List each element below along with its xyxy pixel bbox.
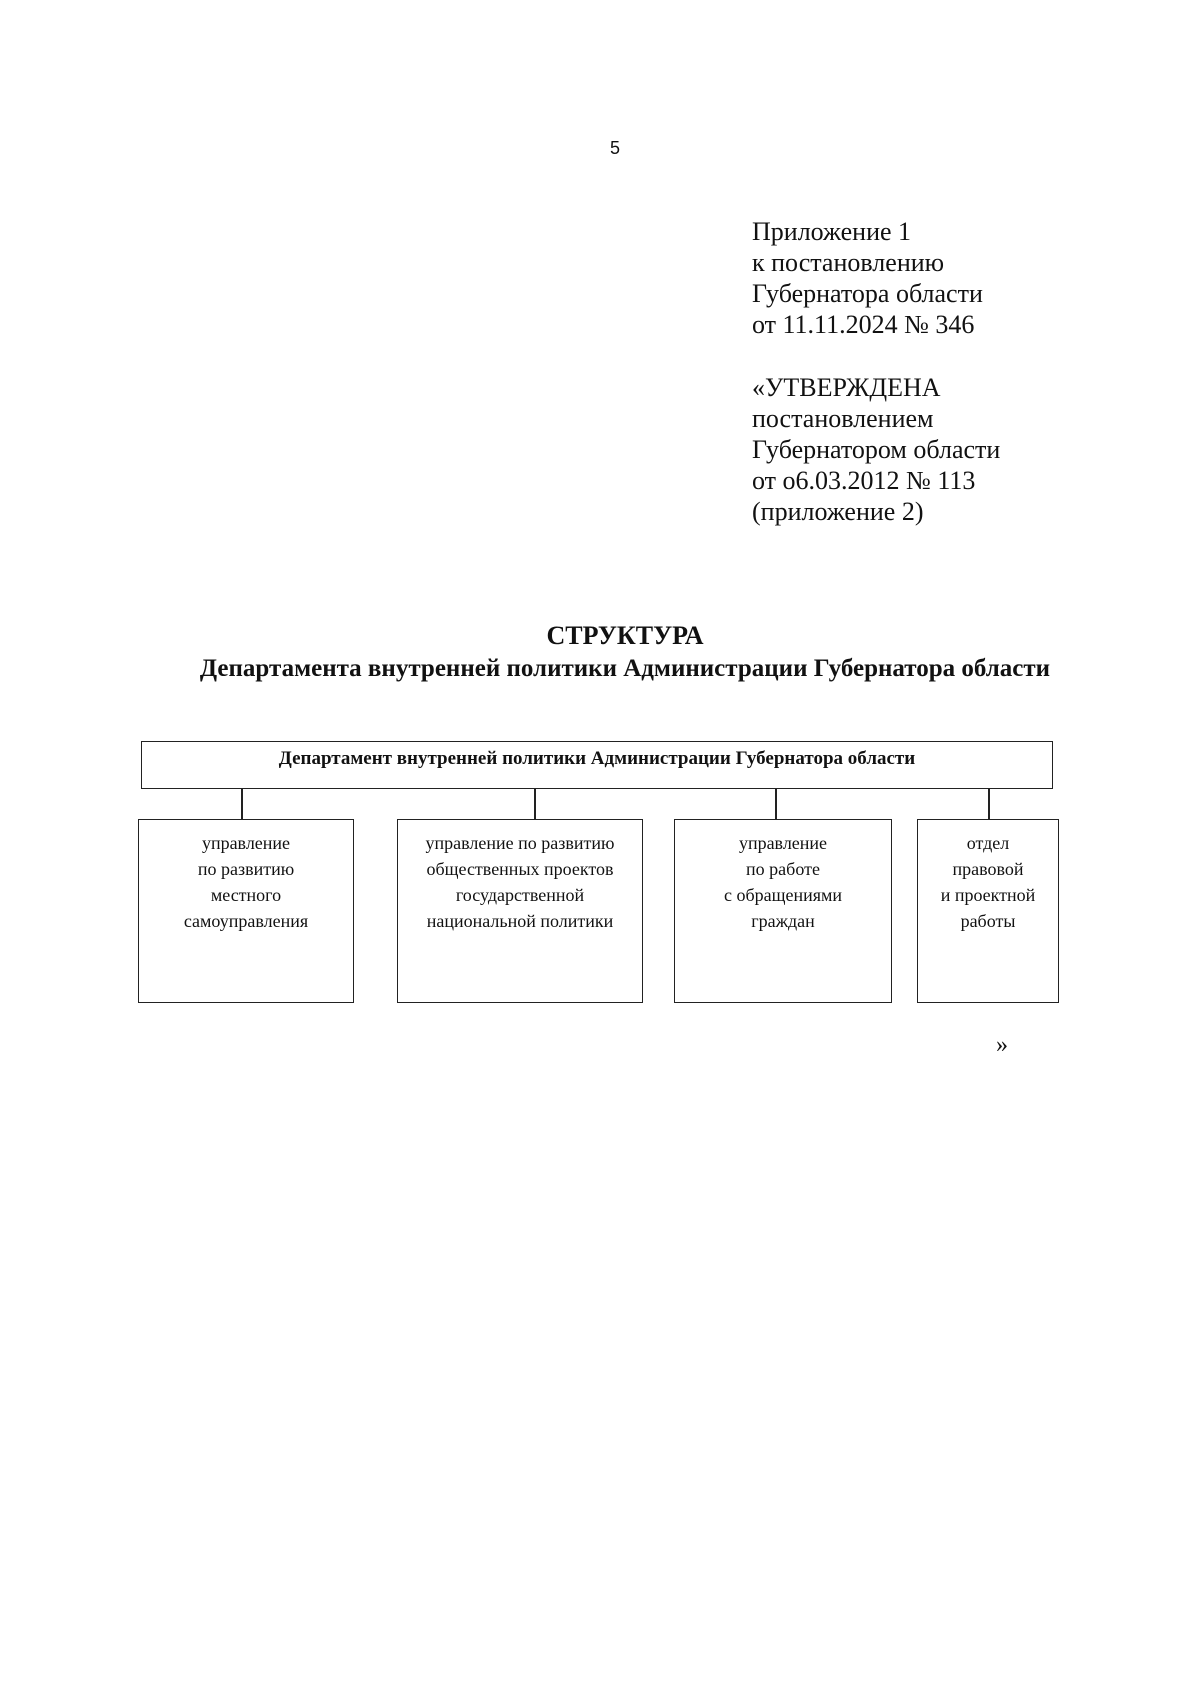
unit-label-line: национальной политики	[426, 911, 614, 931]
unit-label-line: управление	[738, 833, 828, 853]
unit-label-line: правовой	[952, 859, 1024, 879]
unit-label-line: с обращениями	[723, 885, 843, 905]
unit-label-line: по развитию	[197, 859, 295, 879]
appendix-line: Приложение 1	[752, 217, 912, 246]
closing-quote: »	[996, 1032, 1008, 1058]
appendix-line: от 11.11.2024 № 346	[752, 310, 975, 339]
unit-box-local-self-government	[138, 819, 354, 1003]
appendix-line: Губернатора области	[752, 279, 983, 308]
approval-line: от о6.03.2012 № 113	[752, 466, 976, 495]
unit-label-line: управление по развитию	[425, 833, 615, 853]
org-chart-head-box	[141, 741, 1053, 789]
page-number: 5	[610, 138, 621, 158]
unit-label-line: граждан	[751, 911, 815, 931]
connector-line	[241, 789, 243, 819]
approval-line: (приложение 2)	[752, 497, 924, 526]
unit-label-line: по работе	[746, 859, 820, 879]
unit-box-public-projects	[397, 819, 643, 1003]
org-chart-head-label: Департамент внутренней политики Администрации Губернатора области	[278, 748, 916, 769]
approval-line: постановлением	[752, 404, 934, 433]
unit-label-line: общественных проектов	[426, 859, 614, 879]
unit-box-citizen-appeals	[674, 819, 892, 1003]
unit-label-line: работы	[960, 911, 1016, 931]
document-subtitle: Департамента внутренней политики Администрации Губернатора области	[199, 655, 1051, 682]
unit-label-line: местного	[210, 885, 282, 905]
unit-box-legal-projects	[917, 819, 1059, 1003]
document-title: СТРУКТУРА	[546, 621, 704, 650]
unit-label-line: и проектной	[940, 885, 1036, 905]
appendix-line: к постановлению	[752, 248, 945, 277]
unit-label-line: управление	[201, 833, 291, 853]
connector-line	[988, 789, 990, 819]
approval-line: Губернатором области	[752, 435, 1001, 464]
connector-line	[534, 789, 536, 819]
unit-label-line: самоуправления	[183, 911, 309, 931]
connector-line	[775, 789, 777, 819]
approval-line: «УТВЕРЖДЕНА	[752, 373, 941, 402]
unit-label-line: отдел	[966, 833, 1010, 853]
unit-label-line: государственной	[455, 885, 585, 905]
